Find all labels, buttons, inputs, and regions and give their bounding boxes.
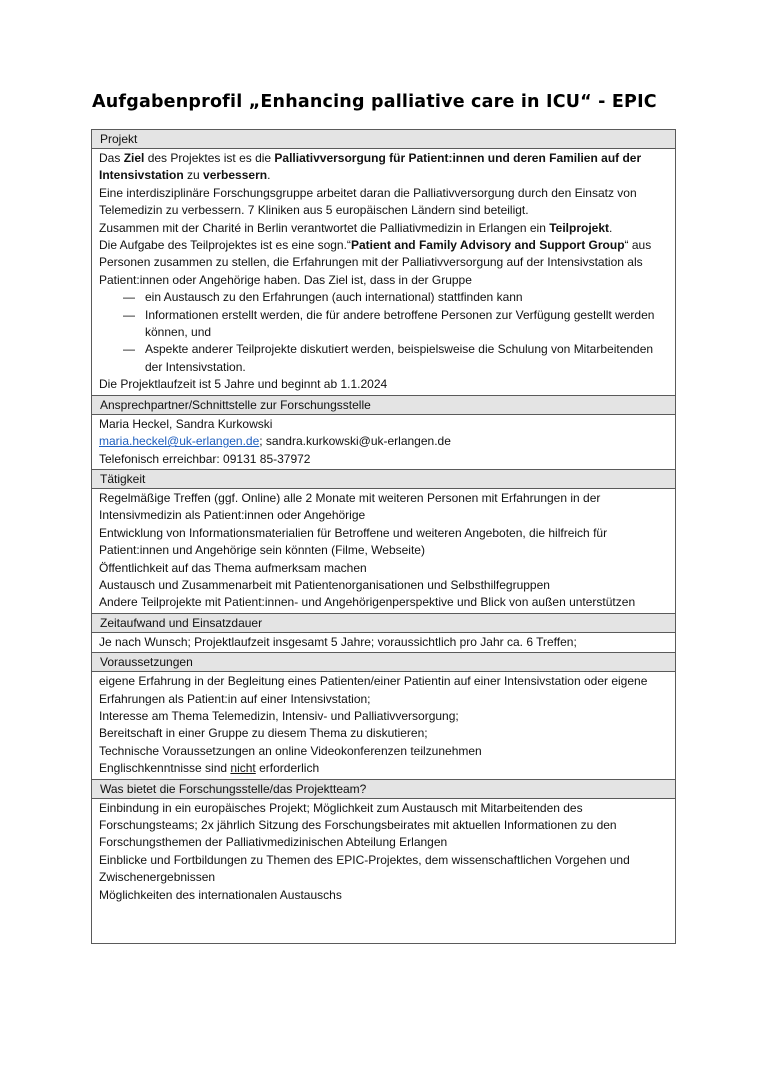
contact-names: Maria Heckel, Sandra Kurkowski <box>99 416 273 431</box>
list-item: Interesse am Thema Telemedizin, Intensiv- und Palliativversorgung; <box>99 708 459 723</box>
english-requirement: Englischkenntnisse sind nicht erforderlich <box>99 761 320 776</box>
list-item: — Aspekte anderer Teilprojekte diskutiert werden, beispielsweise die Schulung von Mitarbeitenden der Intensivstation. <box>123 341 668 376</box>
project-description: Eine interdisziplinäre Forschungsgruppe arbeitet daran die Palliativversorgung durch den Einsatz von Telemedizin zu verbessern. 7 Kliniken aus 5 europäischen Ländern sind beteiligt. <box>99 185 637 218</box>
contact-phone: Telefonisch erreichbar: 09131 85-37972 <box>99 451 311 466</box>
list-item: — Informationen erstellt werden, die für andere betroffene Personen zur Verfügung gestellt werden können, und <box>123 307 668 342</box>
email-link[interactable]: maria.heckel@uk-erlangen.de <box>99 434 260 449</box>
section-heading-projekt: Projekt <box>92 130 675 149</box>
list-item: eigene Erfahrung in der Begleitung eines Patienten/einer Patientin auf einer Intensivstation oder eigene Erfahrungen als Patient:in auf einer Intensivstation; <box>99 674 648 706</box>
section-body-taetigkeit <box>92 489 675 614</box>
list-item: Entwicklung von Informationsmaterialien für Betroffene und weiteren Angeboten, die hilfreich für Patient:innen und Angehörige sein könnten (Filme, Webseite) <box>99 525 608 558</box>
list-item: Austausch und Zusammenarbeit mit Patientenorganisationen und Selbsthilfegruppen <box>99 577 550 592</box>
list-item: Regelmäßige Treffen (ggf. Online) alle 2 Monate mit weiteren Personen mit Erfahrungen in der Intensivmedizin als Patient:innen oder Angehörige <box>99 490 601 523</box>
project-goal: Das Ziel des Projektes ist es die Palliativversorgung für Patient:innen und deren Familien auf der Intensivstation zu verbessern. <box>99 151 642 183</box>
section-body-zeitaufwand <box>92 633 675 653</box>
project-subproject: Zusammen mit der Charité in Berlin verantwortet die Palliativmedizin in Erlangen ein Teilprojekt. <box>99 220 613 235</box>
document-title: Aufgabenprofil „Enhancing palliative care in ICU“ - EPIC <box>92 92 657 112</box>
section-body-projekt <box>92 149 675 396</box>
section-body-angebot <box>92 799 675 943</box>
section-body-contact <box>92 415 675 470</box>
section-heading-zeitaufwand: Zeitaufwand und Einsatzdauer <box>92 614 675 633</box>
section-heading-taetigkeit: Tätigkeit <box>92 470 675 489</box>
section-heading-contact: Ansprechpartner/Schnittstelle zur Forschungsstelle <box>92 396 675 415</box>
project-runtime: Die Projektlaufzeit ist 5 Jahre und beginnt ab 1.1.2024 <box>99 377 388 392</box>
list-item: Technische Voraussetzungen an online Videokonferenzen teilzunehmen <box>99 743 482 758</box>
list-item: — ein Austausch zu den Erfahrungen (auch international) stattfinden kann <box>123 289 668 306</box>
list-item: Einbindung in ein europäisches Projekt; Möglichkeit zum Austausch mit Mitarbeitenden des Forschungsteams; 2x jährlich Sitzung des Forschungsbeirates mit aktuellen Informationen zu den Forschungsthemen der Palliativmedizinischen Abteilung Erlangen <box>99 800 617 850</box>
list-item: Öffentlichkeit auf das Thema aufmerksam machen <box>99 560 367 575</box>
section-heading-voraussetzungen: Voraussetzungen <box>92 653 675 672</box>
list-item: Bereitschaft in einer Gruppe zu diesem Thema zu diskutieren; <box>99 726 428 741</box>
section-heading-angebot: Was bietet die Forschungsstelle/das Projektteam? <box>92 780 675 799</box>
contact-emails: maria.heckel@uk-erlangen.de; sandra.kurkowski@uk-erlangen.de <box>99 434 451 449</box>
project-goal-list <box>99 289 668 376</box>
time-commitment: Je nach Wunsch; Projektlaufzeit insgesamt 5 Jahre; voraussichtlich pro Jahr ca. 6 Treffen; <box>99 634 577 649</box>
list-item: Möglichkeiten des internationalen Austauschs <box>99 887 342 902</box>
list-item: Einblicke und Fortbildungen zu Themen des EPIC-Projektes, dem wissenschaftlichen Vorgehen und Zwischenergebnissen <box>99 852 630 885</box>
project-task: Die Aufgabe des Teilprojektes ist es eine sogn.“Patient and Family Advisory and Support Group“ aus Personen zusammen zu stellen, die Erfahrungen mit der Palliativversorgung auf der Intensivstation als Patient:innen oder Angehörige haben. Das Ziel ist, dass in der Gruppe <box>99 238 652 287</box>
list-item: Andere Teilprojekte mit Patient:innen- und Angehörigenperspektive und Blick von außen unterstützen <box>99 595 636 610</box>
section-body-voraussetzungen <box>92 672 675 779</box>
profile-table <box>91 129 676 944</box>
